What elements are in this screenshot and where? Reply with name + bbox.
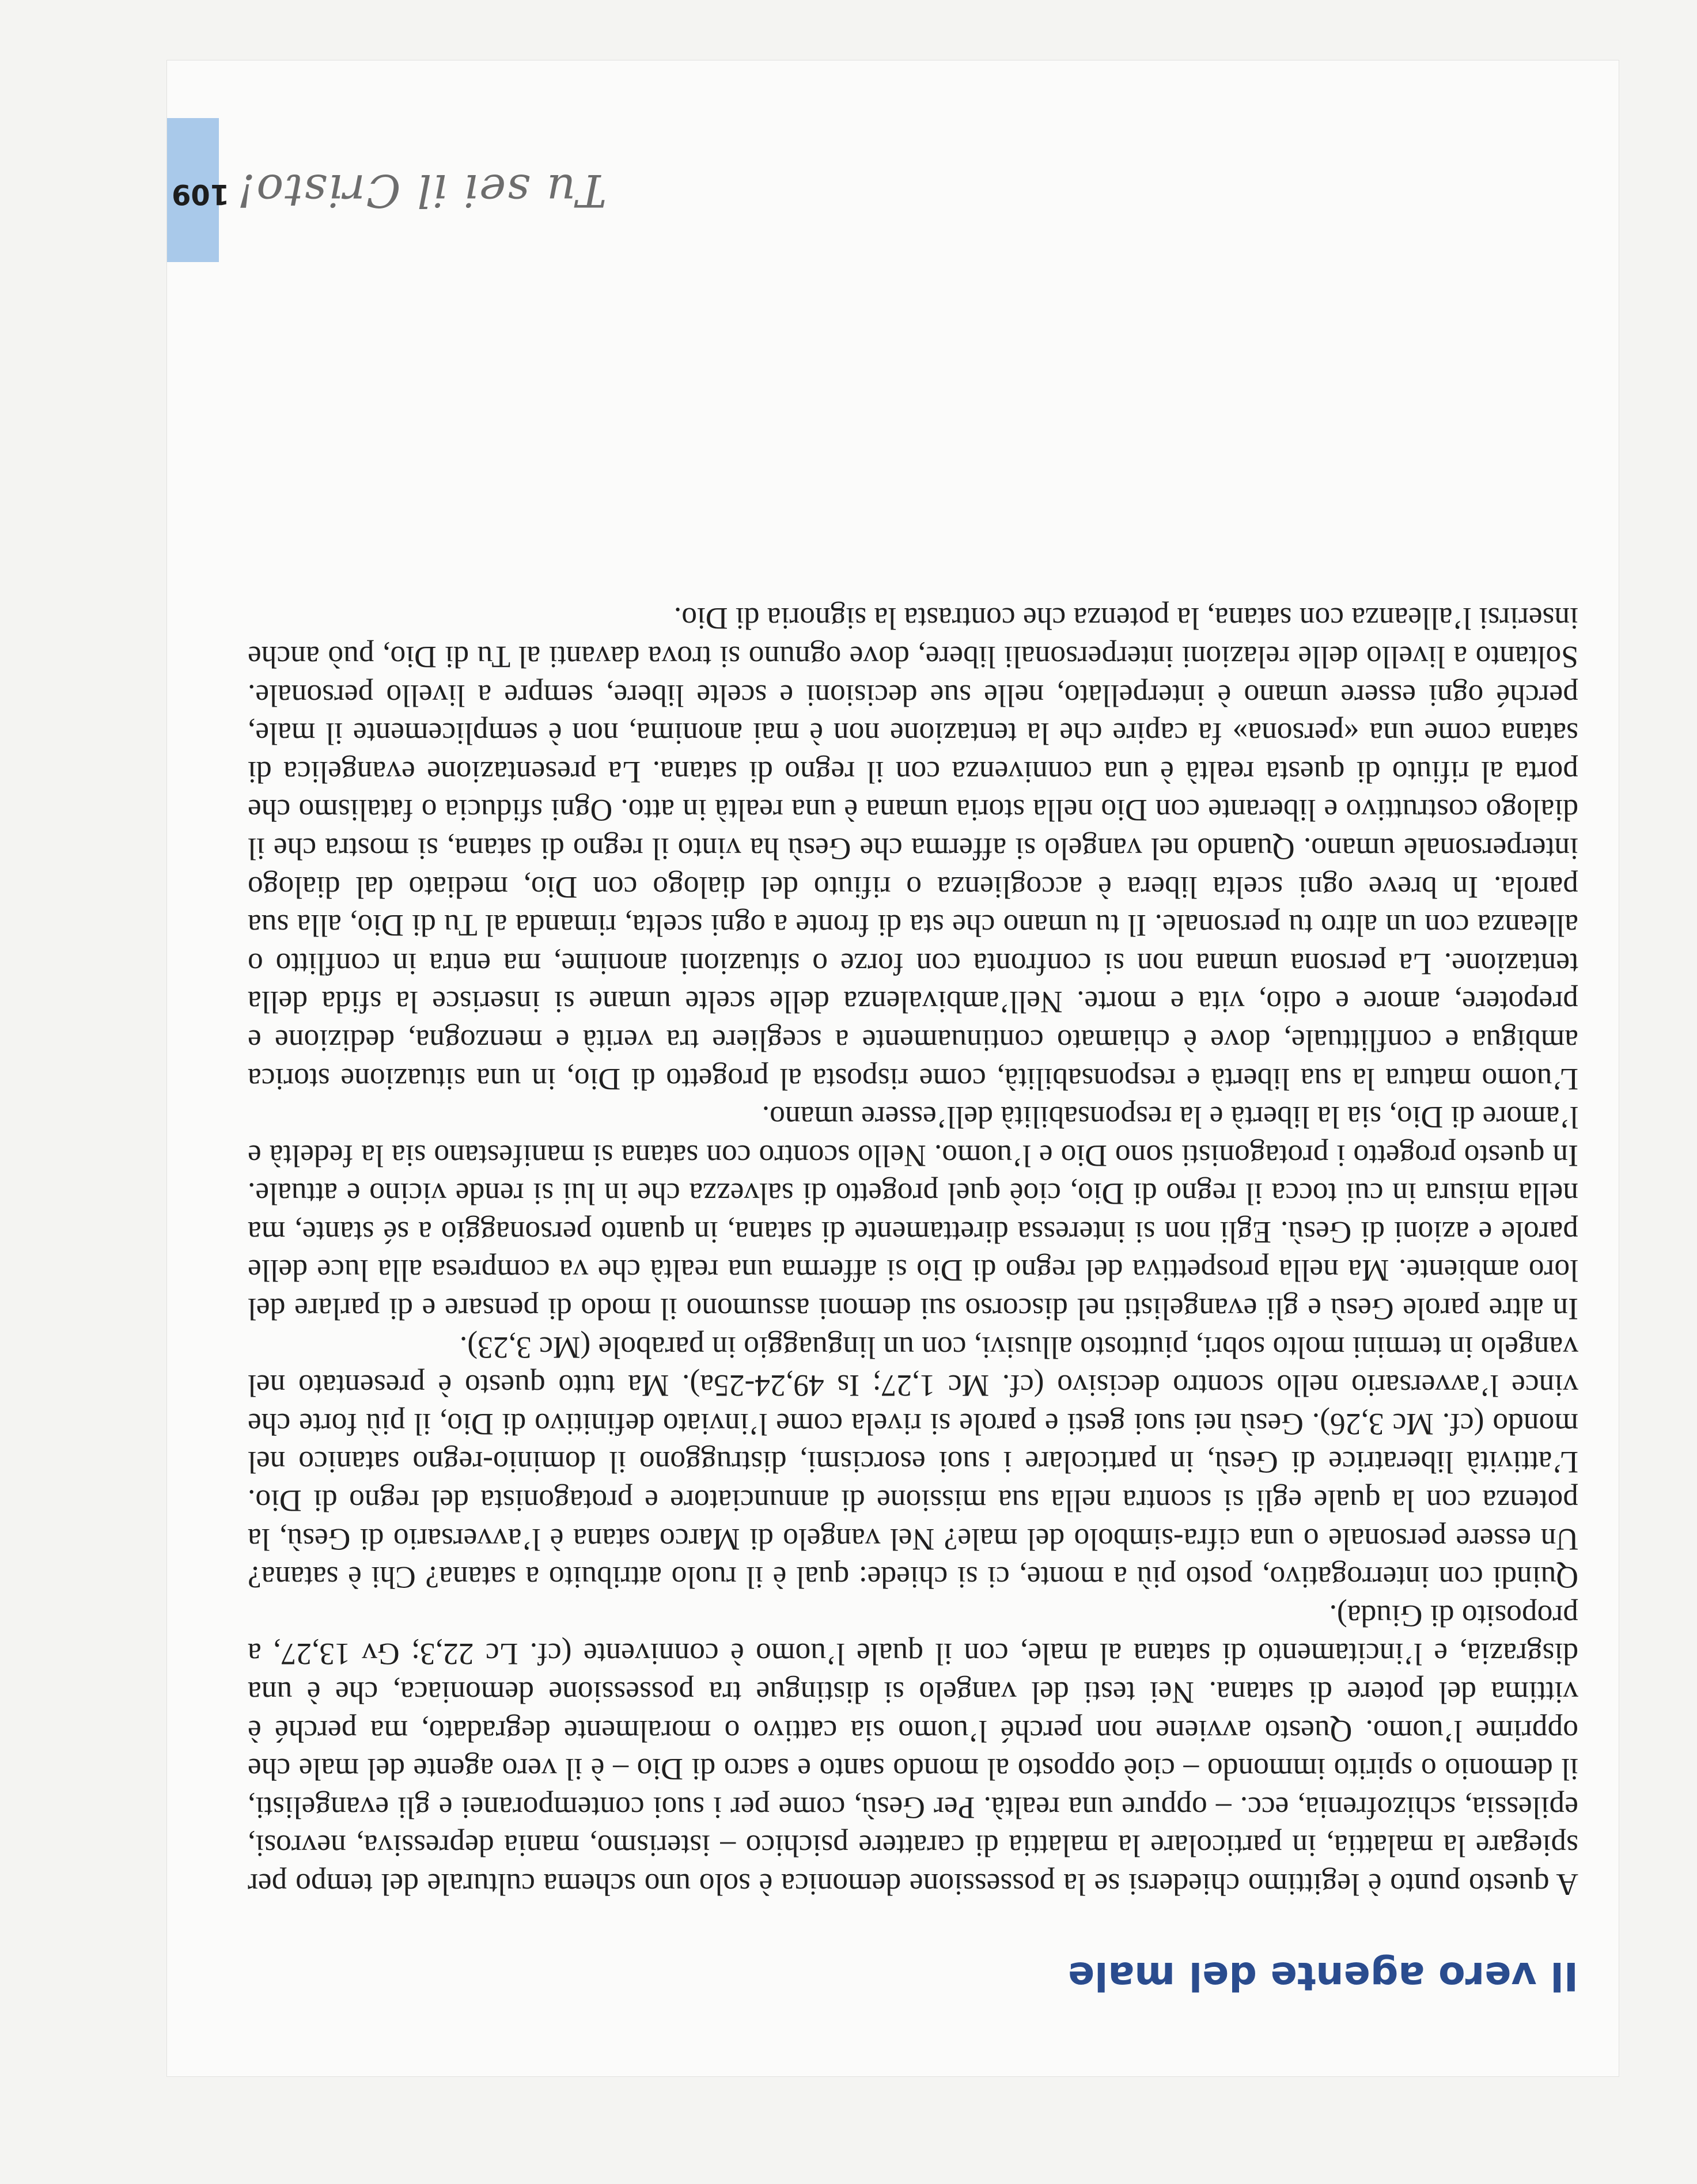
section-title: Il vero agente del male <box>1068 1953 1578 1999</box>
running-head-title: Tu sei il Cristo! <box>236 164 607 216</box>
book-page <box>167 60 1619 2076</box>
paragraph: Quindi con interrogativo, posto più a monte, ci si chiede: qual è il ruolo attribuito a satana? Chi è satana? Un essere personale o una cifra-simbolo del male? Nel vangelo di Marco satana è l’avversario di Gesù, la potenza con la quale egli si scontra nella sua missione di annunciatore e protagonista del regno di Dio. L’attività liberatrice di Gesù, in particolare i suoi esorcismi, distruggono il dominio-regno satanico nel mondo (cf. Mc 3,26). Gesù nei suoi gesti e parole si rivela come l’inviato definitivo di Dio, il più forte che vince l’avversario nello scontro decisivo (cf. Mc 1,27; Is 49,24-25a). Ma tutto questo è presentato nel vangelo in termini molto sobri, piuttosto allusivi, con un linguaggio in parabole (Mc 3,23). <box>248 1330 1578 1595</box>
page-number: 109 <box>172 178 230 210</box>
paragraph: L’uomo matura la sua libertà e responsabilità, come risposta al progetto di Dio, in una situazione storica ambigua e conflittuale, dove è chiamato continuamente a scegliere tra verità e menzogna, dedizione e prepotere, amore e odio, vita e morte. Nell’ambivalenza delle scelte umane si inserisce la sfida della tentazione. La persona umana non si confronta con forze o situazioni anonime, ma entra in conflitto o alleanza con un altro tu personale. Il tu umano che sta di fronte a ogni scelta, rimanda al Tu di Dio, alla sua parola. In breve ogni scelta libera è accoglienza o rifiuto del dialogo con Dio, mediato dal dialogo interpersonale umano. Quando nel vangelo si afferma che Gesù ha vinto il regno di satana, si mostra che il dialogo costruttivo e liberante con Dio nella storia umana è una realtà in atto. Ogni sfiducia o fatalismo che porta al rifiuto di questa realtà è una connivenza con il regno di satana. La presentazione evangelica di satana come una «persona» fa capire che la tentazione non è mai anonima, non è semplicemente il male, perché ogni essere umano è interpellato, nelle sue decisioni e scelte libere, sempre a livello personale. Soltanto a livello delle relazioni interpersonali libere, dove ognuno si trova davanti al Tu di Dio, può anche inserirsi l’alleanza con satana, la potenza che contrasta la signoria di Dio. <box>248 601 1578 1097</box>
paragraph: In altre parole Gesù e gli evangelisti nel discorso sui demoni assumono il modo di pensare e di parlare del loro ambiente. Ma nella prospettiva del regno di Dio si afferma una realtà che va compresa alla luce delle parole e azioni di Gesù. Egli non si interessa direttamente di satana, in quanto personaggio a sé stante, ma nella misura in cui tocca il regno di Dio, cioè quel progetto di salvezza che in lui si rende vicino e attuale. In questo progetto i protagonisti sono Dio e l’uomo. Nello scontro con satana si manifestano sia la fedeltà e l’amore di Dio, sia la libertà e la responsabilità dell’essere umano. <box>248 1100 1578 1327</box>
body-text <box>248 600 1578 1904</box>
running-header <box>219 118 1619 262</box>
paragraph: A questo punto è legittimo chiedersi se la possessione demonica è solo uno schema culturale del tempo per spiegare la malattia, in particolare la malattia di carattere psichico – isterismo, mania depressiva, nevrosi, epilessia, schizofrenia, ecc. – oppure una realtà. Per Gesù, come per i suoi contemporanei e gli evangelisti, il demonio o spirito immondo – cioè opposto al mondo santo e sacro di Dio – è il vero agente del male che opprime l’uomo. Questo avviene non perché l’uomo sia cattivo o moralmente degradato, ma perché è vittima del potere di satana. Nei testi del vangelo si distingue tra possessione demoniaca, che è una disgrazia, e l’incitamento di satana al male, con il quale l’uomo è connivente (cf. Lc 22,3; Gv 13,27, a proposito di Giuda). <box>248 1598 1578 1902</box>
